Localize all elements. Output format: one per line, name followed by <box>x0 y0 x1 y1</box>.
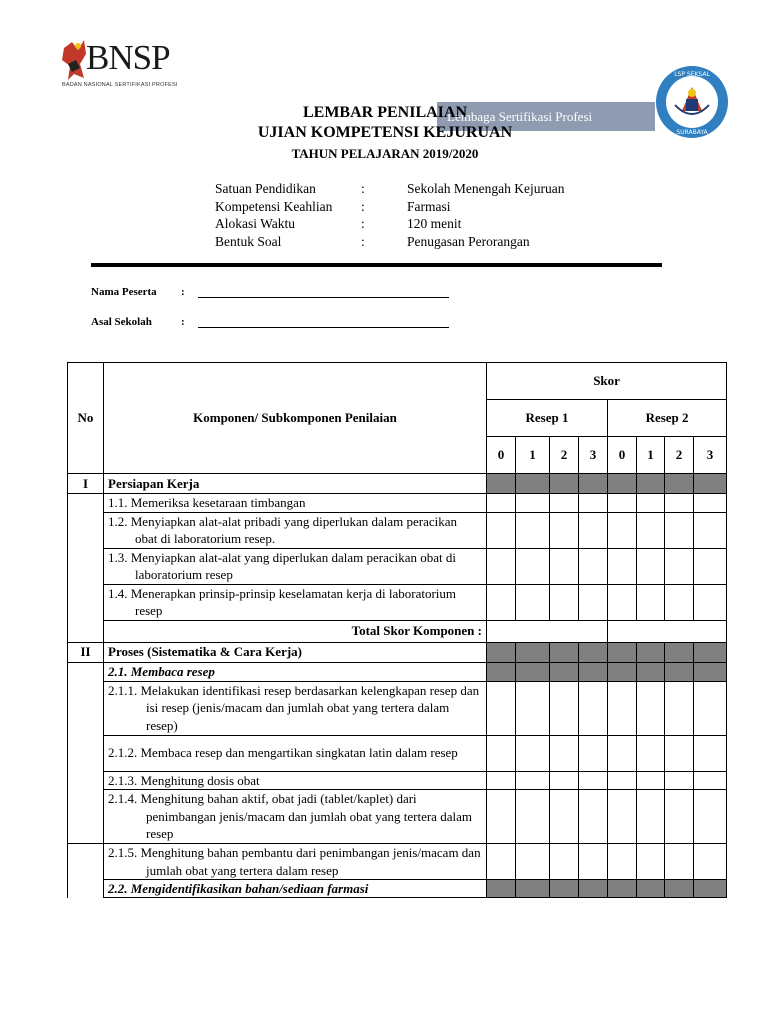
horizontal-divider <box>91 263 662 267</box>
info-sep: : <box>361 181 365 196</box>
subsection-title: 2.1. Membaca resep <box>104 662 487 681</box>
subcomponent-text: 2.1.5. Menghitung bahan pembantu dari penimbangan jenis/macam dan jumlah obat yang tertera dalam resep <box>104 844 487 880</box>
info-row <box>215 198 564 216</box>
bnsp-logo-text: BNSP <box>86 38 170 77</box>
subcomponent-text: 1.1. Memeriksa kesetaraan timbangan <box>104 494 487 513</box>
subsection-title: 2.2. Mengidentifikasikan bahan/sediaan farmasi <box>104 880 487 898</box>
nama-peserta-label: Nama Peserta <box>91 286 157 298</box>
table-row <box>68 880 727 898</box>
info-row <box>215 180 564 198</box>
info-label: Satuan Pendidikan <box>215 181 316 196</box>
info-row <box>215 233 564 251</box>
subcomponent-text: 1.3. Menyiapkan alat-alat yang diperlukan dalam peracikan obat di laboratorium resep <box>104 548 487 584</box>
table-row <box>68 494 727 513</box>
table-row <box>68 548 727 584</box>
title-lembar-penilaian: LEMBAR PENILAIAN <box>302 104 467 121</box>
header-resep-1: Resep 1 <box>487 400 608 437</box>
info-value: Farmasi <box>407 198 451 214</box>
section-number: II <box>68 642 104 662</box>
section-title: Persiapan Kerja <box>104 474 487 494</box>
subcomponent-text: 2.1.4. Menghitung bahan aktif, obat jadi (tablet/kaplet) dari penimbangan jenis/macam dan jumlah obat yang tertera dalam resep <box>104 790 487 844</box>
lsp-seal-icon <box>655 65 729 139</box>
score-header: 2 <box>665 437 694 474</box>
score-header: 1 <box>637 437 665 474</box>
table-row <box>68 584 727 620</box>
title-tahun-pelajaran: TAHUN PELAJARAN 2019/2020 <box>291 146 479 161</box>
table-row <box>68 844 727 880</box>
score-header: 3 <box>579 437 608 474</box>
info-sep: : <box>361 233 365 249</box>
info-block <box>215 180 564 250</box>
header-resep-2: Resep 2 <box>608 400 727 437</box>
section-title: Proses (Sistematika & Cara Kerja) <box>104 642 487 662</box>
lsp-banner: Lembaga Sertifikasi Profesi <box>437 102 655 131</box>
asal-sekolah-input-line[interactable] <box>198 317 449 328</box>
info-value: Sekolah Menengah Kejuruan <box>407 181 565 196</box>
total-skor-resep-1[interactable] <box>487 620 608 642</box>
assessment-table <box>67 362 727 898</box>
title-ujian-kompetensi: UJIAN KOMPETENSI KEJURUAN <box>257 124 513 141</box>
table-row <box>68 771 727 790</box>
subcomponent-text: 2.1.2. Membaca resep dan mengartikan singkatan latin dalam resep <box>104 735 487 771</box>
table-row <box>68 642 727 662</box>
table-row <box>68 735 727 771</box>
header-komponen: Komponen/ Subkomponen Penilaian <box>104 363 487 474</box>
subcomponent-text: 1.4. Menerapkan prinsip-prinsip keselamatan kerja di laboratorium resep <box>104 584 487 620</box>
subcomponent-text: 2.1.1. Melakukan identifikasi resep berdasarkan kelengkapan resep dan isi resep (jenis/macam dan jumlah obat yang tertera dalam resep) <box>104 681 487 735</box>
table-row <box>68 662 727 681</box>
header-skor: Skor <box>487 363 727 400</box>
info-row <box>215 215 564 233</box>
bnsp-logo-subtitle: BADAN NASIONAL SERTIFIKASI PROFESI <box>62 82 178 88</box>
total-skor-label: Total Skor Komponen : <box>104 620 487 642</box>
field-sep: : <box>181 316 185 328</box>
nama-peserta-input-line[interactable] <box>198 287 449 298</box>
info-label: Kompetensi Keahlian <box>215 198 333 214</box>
seal-bottom-text: SURABAYA <box>676 129 708 136</box>
table-row <box>68 512 727 548</box>
section-number: I <box>68 474 104 494</box>
score-header: 0 <box>487 437 516 474</box>
subcomponent-text: 1.2. Menyiapkan alat-alat pribadi yang diperlukan dalam peracikan obat di laboratorium resep. <box>104 512 487 548</box>
asal-sekolah-field <box>91 316 449 328</box>
score-header: 3 <box>694 437 727 474</box>
info-sep: : <box>361 198 365 214</box>
info-label: Bentuk Soal <box>215 233 282 249</box>
table-row <box>68 474 727 494</box>
subcomponent-text: 2.1.3. Menghitung dosis obat <box>104 771 487 790</box>
score-header: 0 <box>608 437 637 474</box>
score-header: 2 <box>550 437 579 474</box>
table-row <box>68 790 727 844</box>
seal-top-text: LSP SEKSAL <box>674 71 710 78</box>
score-header: 1 <box>516 437 550 474</box>
asal-sekolah-label: Asal Sekolah <box>91 316 152 328</box>
info-value: Penugasan Perorangan <box>407 233 530 249</box>
total-skor-resep-2[interactable] <box>608 620 727 642</box>
info-label: Alokasi Waktu <box>215 216 296 231</box>
header-no: No <box>68 363 104 474</box>
field-sep: : <box>181 286 185 298</box>
info-value: 120 menit <box>407 216 462 231</box>
nama-peserta-field <box>91 286 449 298</box>
info-sep: : <box>361 216 365 231</box>
total-row <box>68 620 727 642</box>
table-row <box>68 681 727 735</box>
